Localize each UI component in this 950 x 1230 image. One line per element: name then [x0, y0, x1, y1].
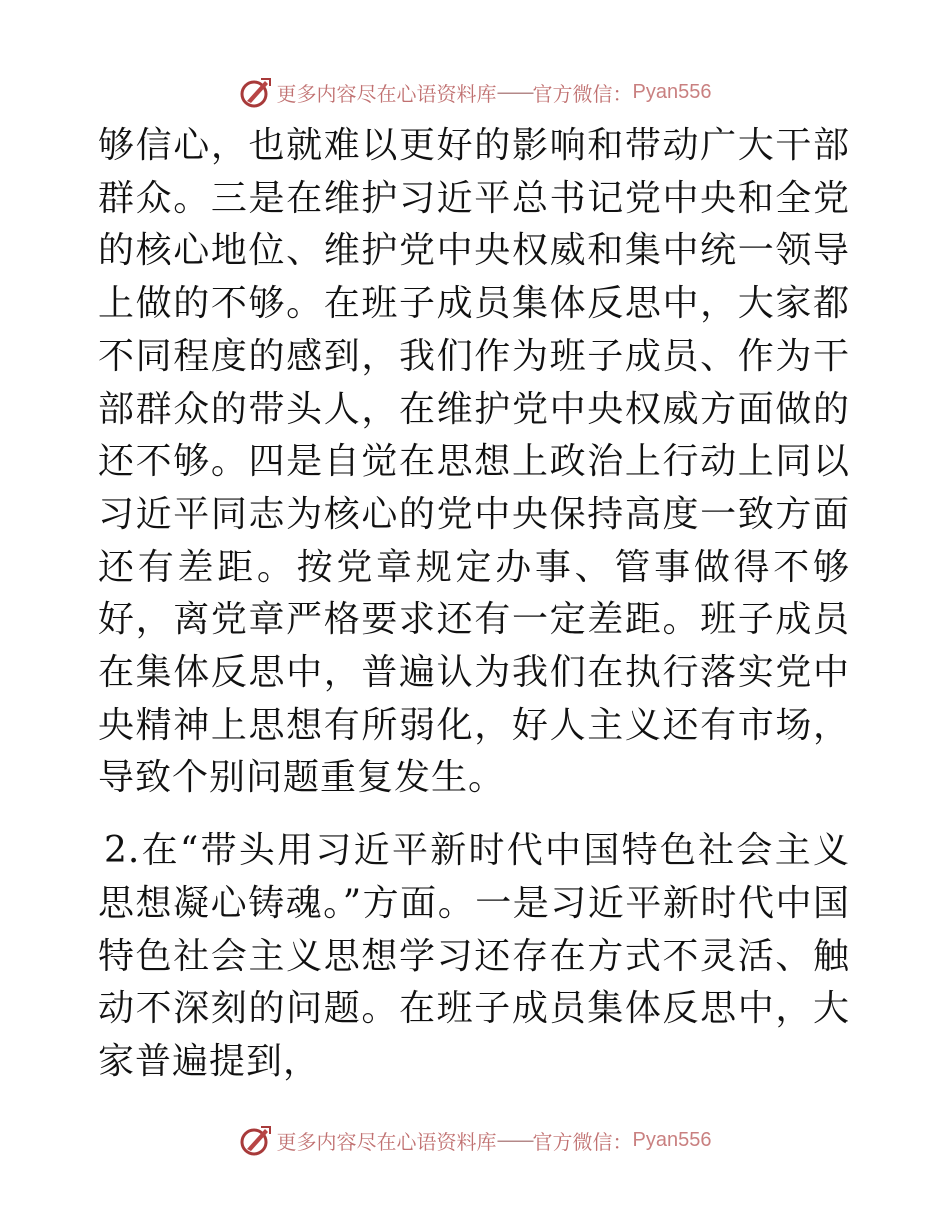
document-body [98, 120, 850, 1089]
watermark-separator: —— [496, 80, 533, 104]
quill-pen-circle-icon [239, 1123, 273, 1157]
paragraph-1: 够信心，也就难以更好的影响和带动广大干部群众。三是在维护习近平总书记党中央和全党的核心地位、维护党中央权威和集中统一领导上做的不够。在班子成员集体反思中，大家都不同程度的感到，我们作为班子成员、作为干部群众的带头人，在维护党中央权威方面做的还不够。四是自觉在思想上政治上行动上同以习近平同志为核心的党中央保持高度一致方面还有差距。按党章规定办事、管事做得不够好，离党章严格要求还有一定差距。班子成员在集体反思中，普遍认为我们在执行落实党中央精神上思想有所弱化，好人主义还有市场，导致个别问题重复发生。 [98, 125, 850, 799]
footer-watermark [0, 1120, 950, 1160]
watermark-separator: —— [496, 1128, 533, 1152]
quill-pen-circle-icon [239, 75, 273, 109]
paragraph-2: 2.在“带头用习近平新时代中国特色社会主义思想凝心铸魂。”方面。一是习近平新时代中国特色社会主义思想学习还存在方式不灵活、触动不深刻的问题。在班子成员集体反思中，大家普遍提到， [98, 830, 850, 1082]
watermark-account: Pyan556 [632, 80, 712, 103]
header-watermark [0, 72, 950, 112]
watermark-text: 更多内容尽在心语资料库 [276, 81, 497, 106]
watermark-channel: 官方微信： [532, 81, 633, 106]
watermark-text: 更多内容尽在心语资料库 [276, 1129, 497, 1154]
watermark-channel: 官方微信： [532, 1129, 633, 1154]
watermark-account: Pyan556 [632, 1128, 712, 1151]
